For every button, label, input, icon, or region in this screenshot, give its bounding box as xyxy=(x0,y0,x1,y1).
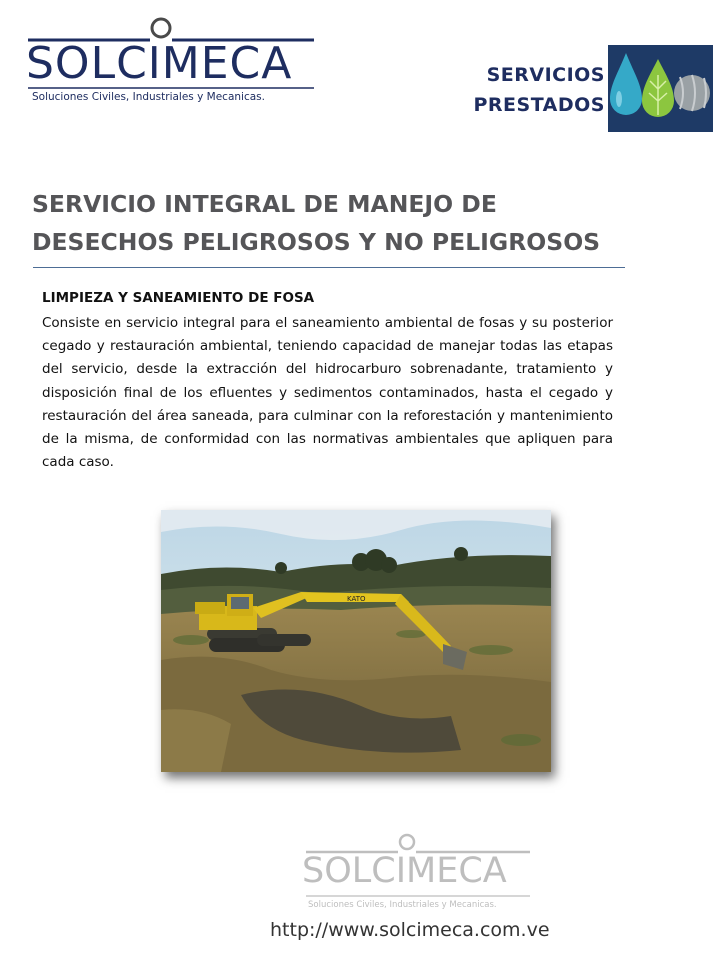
company-logo xyxy=(26,14,318,110)
title-divider xyxy=(33,267,625,268)
drops-icon xyxy=(608,45,713,132)
section-body: Consiste en servicio integral para el saneamiento ambiental de fosas y su posterior cegado y restauración ambiental, teniendo capacidad de manejar todas las etapas del servicio, desde la extracción del hidrocarburo sobrenadante, tratamiento y disposición final de los efluentes y sedimentos contaminados, hasta el cegado y restauración del área saneada, para culminar con la reforestación y mantenimiento de la misma, de conformidad con las normativas ambientales que apliquen para cada caso. xyxy=(42,315,613,471)
excavator-photo xyxy=(161,510,551,772)
section-heading: LIMPIEZA Y SANEAMIENTO DE FOSA xyxy=(42,290,315,306)
logo-wordmark: SOLCIMECA xyxy=(26,38,293,89)
services-line-1: SERVICIOS xyxy=(486,64,605,86)
footer-tagline: Soluciones Civiles, Industriales y Mecanicas. xyxy=(308,900,497,910)
services-line-2: PRESTADOS xyxy=(473,94,605,116)
logo-tagline: Soluciones Civiles, Industriales y Mecanicas. xyxy=(32,91,265,103)
services-label xyxy=(473,60,605,120)
machine-label: KATO xyxy=(347,595,366,603)
page-title xyxy=(32,185,672,261)
title-line-1: SERVICIO INTEGRAL DE MANEJO DE xyxy=(32,190,497,218)
title-line-2: DESECHOS PELIGROSOS Y NO PELIGROSOS xyxy=(32,228,601,256)
website-link[interactable]: http://www.solcimeca.com.ve xyxy=(270,919,550,941)
footer-logo xyxy=(302,832,534,914)
footer-wordmark: SOLCIMECA xyxy=(302,851,507,891)
